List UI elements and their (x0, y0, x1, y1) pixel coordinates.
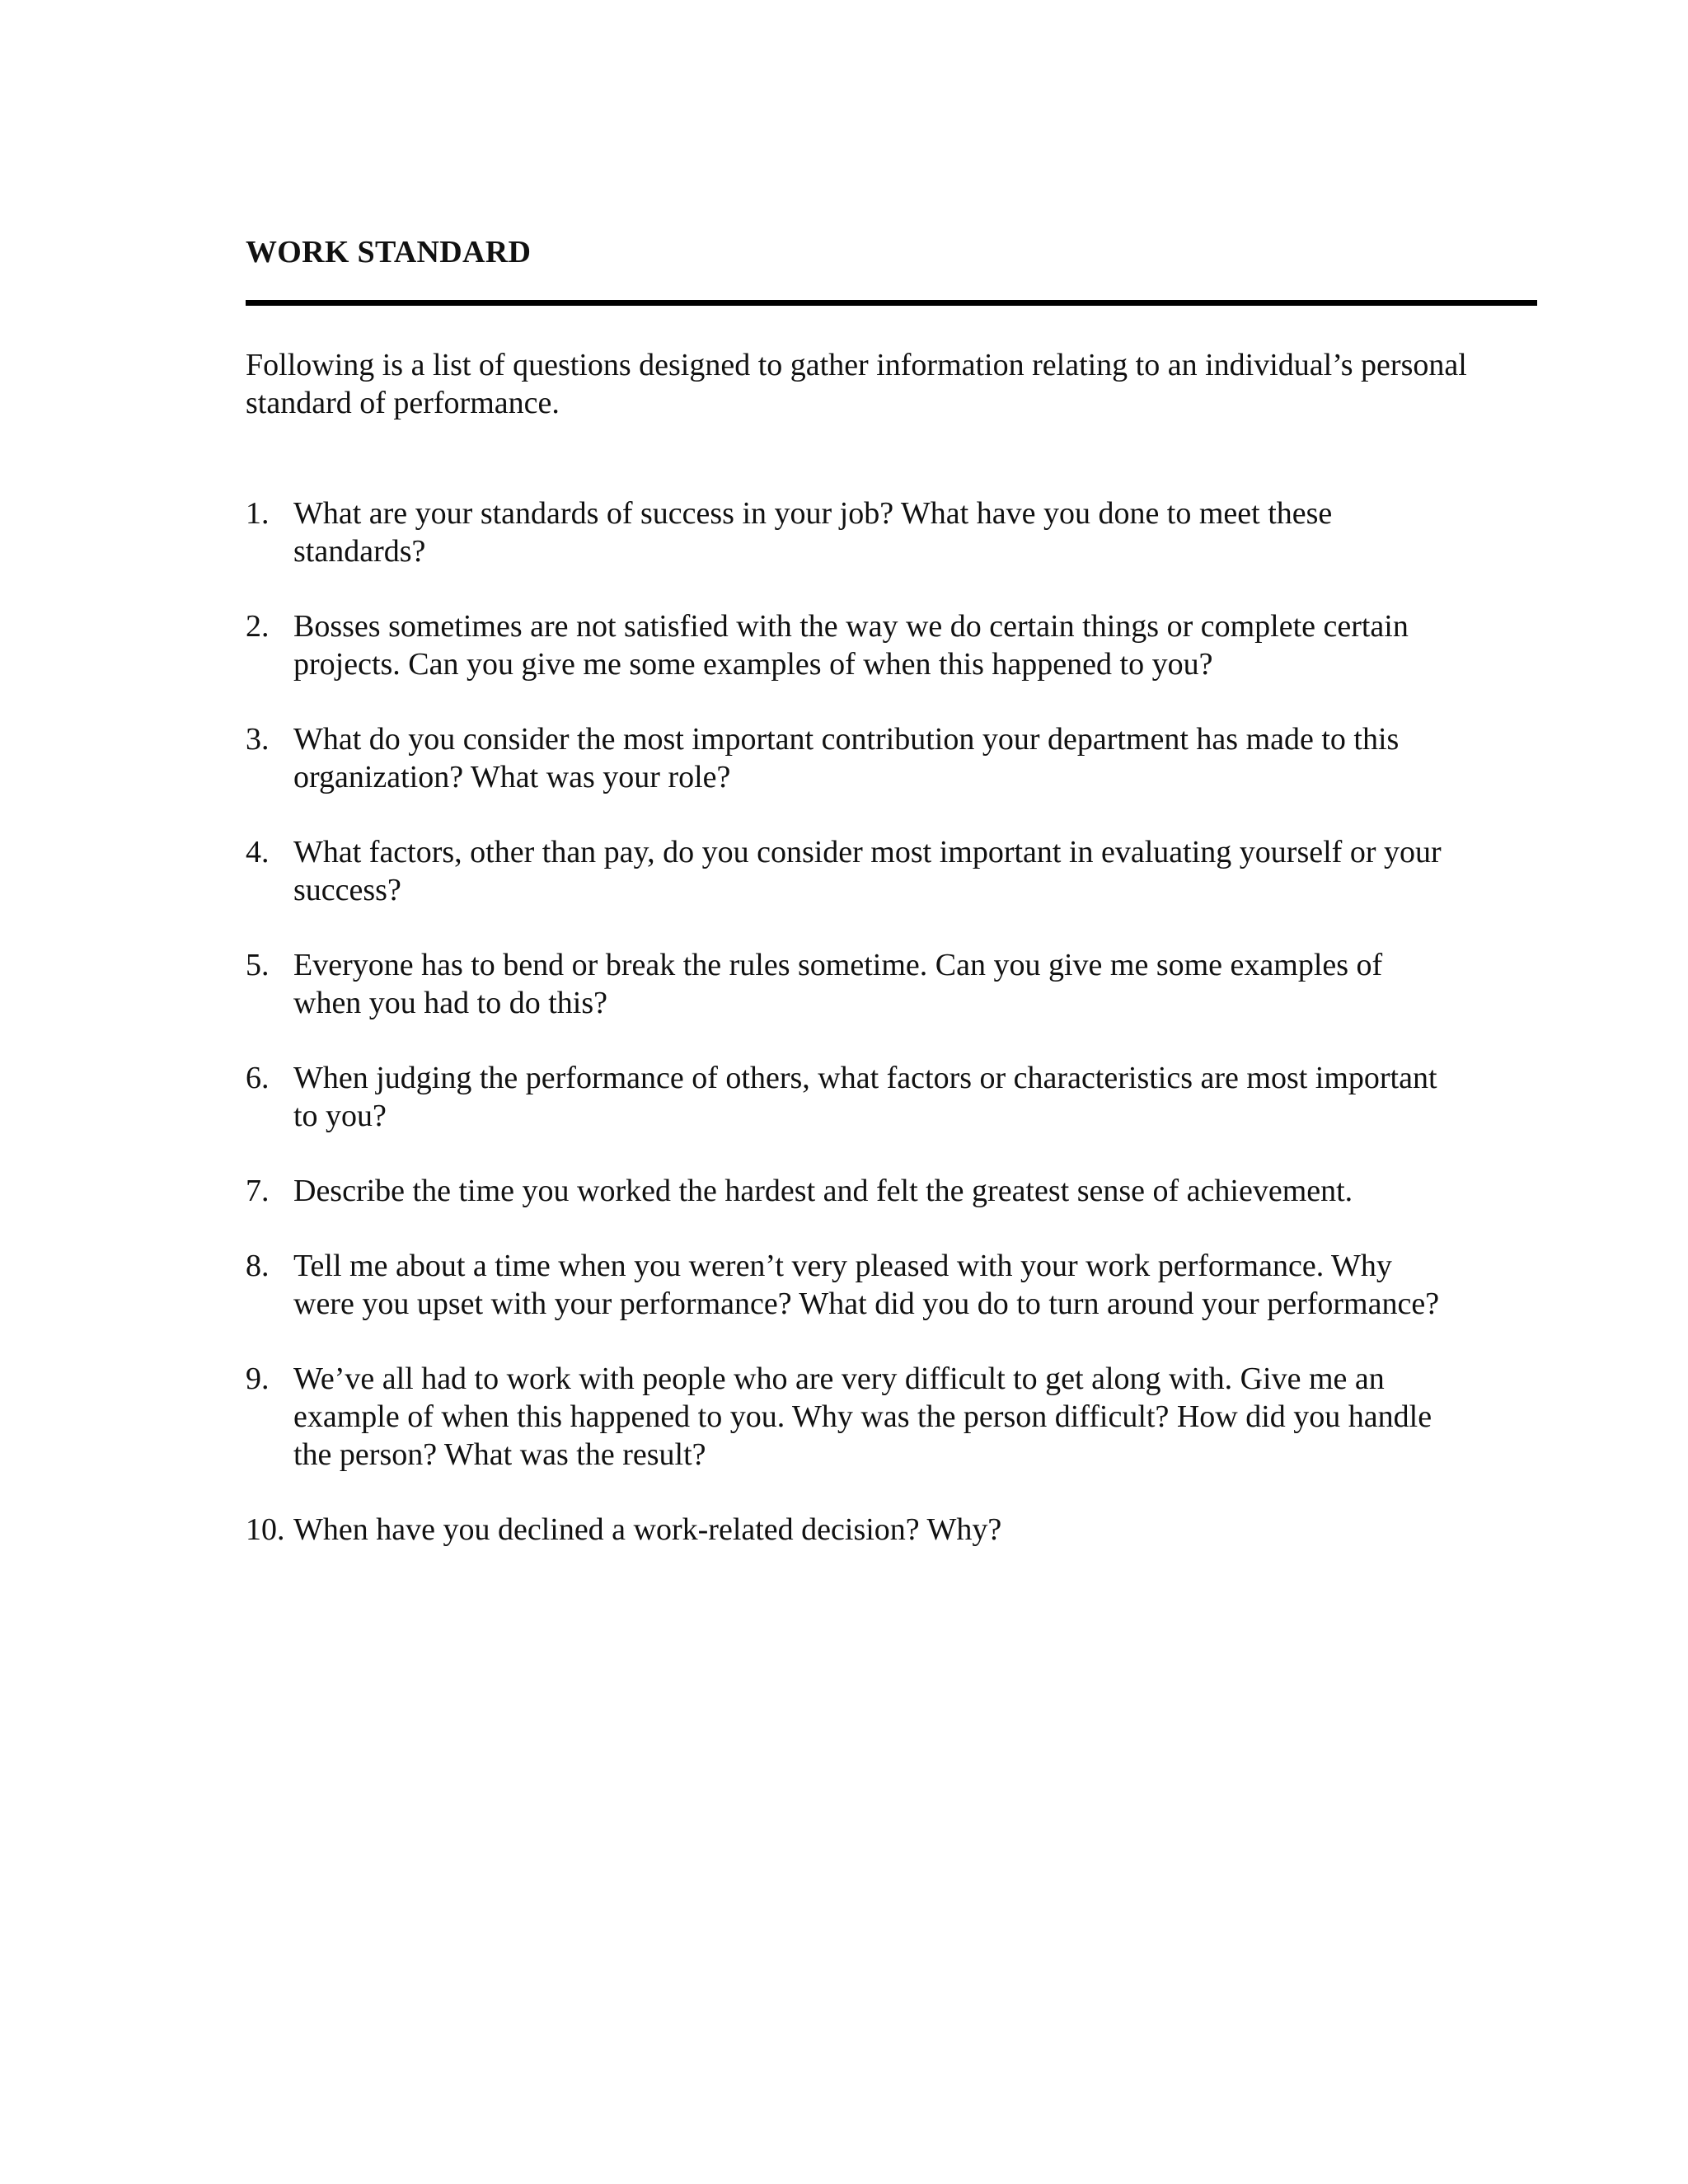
question-number: 10. (246, 1512, 285, 1547)
question-number: 3. (246, 722, 270, 757)
question-text: When judging the performance of others, what factors or characteristics are most important to you? (293, 1061, 1437, 1133)
intro-paragraph: Following is a list of questions designed to gather information relating to an individual’s personal standard of performance. (246, 348, 1467, 420)
question-number: 4. (246, 835, 270, 869)
question-text: When have you declined a work-related decision? Why? (293, 1512, 1002, 1547)
title-divider (246, 300, 1537, 306)
question-item (246, 1247, 1449, 1323)
question-number: 2. (246, 609, 270, 644)
question-number: 5. (246, 948, 270, 982)
question-item (246, 1172, 1449, 1210)
question-item (246, 720, 1449, 796)
question-item (246, 1059, 1449, 1135)
question-item (246, 833, 1449, 909)
question-item (246, 494, 1449, 570)
question-number: 1. (246, 496, 270, 531)
question-text: Describe the time you worked the hardest and felt the greatest sense of achievement. (293, 1174, 1353, 1208)
question-text: Tell me about a time when you weren’t very pleased with your work performance. Why were you upset with your performance? What did you do to turn around your performance? (293, 1249, 1440, 1321)
question-number: 8. (246, 1249, 270, 1283)
document-title: WORK STANDARD (246, 235, 532, 269)
question-text: Everyone has to bend or break the rules sometime. Can you give me some examples of when you had to do this? (293, 948, 1383, 1020)
question-text: What factors, other than pay, do you consider most important in evaluating yourself or your success? (293, 835, 1442, 907)
question-number: 9. (246, 1361, 270, 1396)
question-number: 6. (246, 1061, 270, 1095)
question-item (246, 1360, 1449, 1474)
question-number: 7. (246, 1174, 270, 1208)
question-item (246, 946, 1449, 1022)
question-text: Bosses sometimes are not satisfied with the way we do certain things or complete certain projects. Can you give me some examples of when this happened to you? (293, 609, 1409, 682)
question-text: What do you consider the most important contribution your department has made to this organization? What was your role? (293, 722, 1400, 794)
question-item (246, 607, 1449, 683)
question-list (246, 494, 1449, 1586)
question-text: What are your standards of success in your job? What have you done to meet these standards? (293, 496, 1333, 569)
question-item (246, 1511, 1449, 1549)
question-text: We’ve all had to work with people who are very difficult to get along with. Give me an example of when this happened to you. Why was the person difficult? How did you handle the person? What was the result? (293, 1361, 1432, 1472)
